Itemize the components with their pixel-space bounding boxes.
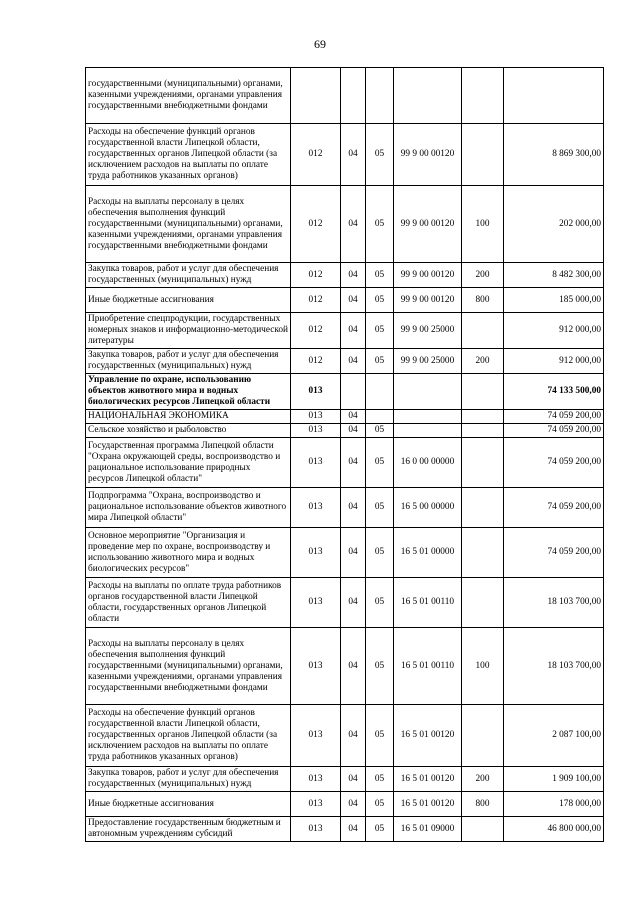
amount: 74 059 200,00 (504, 488, 604, 528)
subsection-code: 05 (366, 424, 394, 438)
subsection-code: 05 (366, 438, 394, 488)
expense-type-code: 800 (462, 288, 504, 313)
amount: 2 087 100,00 (504, 705, 604, 767)
section-code: 04 (341, 438, 366, 488)
expense-type-code: 100 (462, 628, 504, 705)
table-row (86, 186, 604, 263)
expense-type-code (462, 528, 504, 578)
table-row (86, 263, 604, 288)
ministry-code: 012 (291, 349, 341, 374)
target-article-code (394, 410, 462, 424)
expense-type-code (462, 438, 504, 488)
table-row (86, 410, 604, 424)
ministry-code: 013 (291, 438, 341, 488)
row-name: Закупка товаров, работ и услуг для обеспечения государственных (муниципальных) нужд (86, 767, 291, 792)
table-row (86, 68, 604, 124)
amount: 8 482 300,00 (504, 263, 604, 288)
target-article-code: 16 5 01 00110 (394, 578, 462, 628)
table-row (86, 288, 604, 313)
section-code: 04 (341, 817, 366, 842)
ministry-code: 012 (291, 124, 341, 186)
target-article-code: 99 9 00 00120 (394, 263, 462, 288)
expense-type-code: 200 (462, 349, 504, 374)
section-code (341, 374, 366, 410)
target-article-code: 16 5 01 09000 (394, 817, 462, 842)
ministry-code: 012 (291, 186, 341, 263)
target-article-code: 99 9 00 25000 (394, 349, 462, 374)
ministry-code: 013 (291, 792, 341, 817)
table-row (86, 124, 604, 186)
amount: 74 059 200,00 (504, 410, 604, 424)
amount: 912 000,00 (504, 313, 604, 349)
subsection-code (366, 68, 394, 124)
amount: 46 800 000,00 (504, 817, 604, 842)
section-code: 04 (341, 349, 366, 374)
expense-type-code: 800 (462, 792, 504, 817)
target-article-code: 16 0 00 00000 (394, 438, 462, 488)
amount: 18 103 700,00 (504, 578, 604, 628)
row-name: Расходы на обеспечение функций органов государственной власти Липецкой области, государственных органов Липецкой области (за исключением расходов на выплаты по оплате труда работников указанных органов) (86, 705, 291, 767)
amount: 912 000,00 (504, 349, 604, 374)
expense-type-code: 200 (462, 767, 504, 792)
section-code: 04 (341, 705, 366, 767)
expense-type-code (462, 410, 504, 424)
expense-type-code (462, 313, 504, 349)
section-code: 04 (341, 578, 366, 628)
amount: 185 000,00 (504, 288, 604, 313)
table-row (86, 438, 604, 488)
amount: 74 059 200,00 (504, 438, 604, 488)
row-name: Приобретение спецпродукции, государственных номерных знаков и информационно-методической литературы (86, 313, 291, 349)
amount: 8 869 300,00 (504, 124, 604, 186)
table-row (86, 313, 604, 349)
ministry-code: 013 (291, 767, 341, 792)
section-code: 04 (341, 410, 366, 424)
section-code: 04 (341, 313, 366, 349)
section-code: 04 (341, 628, 366, 705)
row-name: НАЦИОНАЛЬНАЯ ЭКОНОМИКА (86, 410, 291, 424)
section-code: 04 (341, 124, 366, 186)
subsection-code: 05 (366, 263, 394, 288)
row-name: Предоставление государственным бюджетным и автономным учреждениям субсидий (86, 817, 291, 842)
table-row (86, 424, 604, 438)
subsection-code: 05 (366, 817, 394, 842)
row-name: Расходы на обеспечение функций органов государственной власти Липецкой области, государственных органов Липецкой области (за исключением расходов на выплаты по оплате труда работников указанных органов) (86, 124, 291, 186)
row-name: Иные бюджетные ассигнования (86, 288, 291, 313)
expense-type-code (462, 124, 504, 186)
expense-type-code: 100 (462, 186, 504, 263)
table-row (86, 705, 604, 767)
section-code: 04 (341, 792, 366, 817)
ministry-code: 012 (291, 313, 341, 349)
row-name: Государственная программа Липецкой области "Охрана окружающей среды, воспроизводство и рациональное использование природных ресурсов Липецкой области" (86, 438, 291, 488)
section-code (341, 68, 366, 124)
section-code: 04 (341, 528, 366, 578)
row-name: Сельское хозяйство и рыболовство (86, 424, 291, 438)
row-name: Расходы на выплаты персоналу в целях обеспечения выполнения функций государственными (муниципальными) органами, казенными учреждениями, органами управления государственными внебюджетными фондами (86, 186, 291, 263)
ministry-code: 013 (291, 628, 341, 705)
amount: 18 103 700,00 (504, 628, 604, 705)
subsection-code (366, 410, 394, 424)
table-row (86, 628, 604, 705)
expense-type-code (462, 68, 504, 124)
section-code: 04 (341, 488, 366, 528)
expense-type-code (462, 817, 504, 842)
ministry-code: 013 (291, 488, 341, 528)
table-row (86, 817, 604, 842)
target-article-code: 16 5 00 00000 (394, 488, 462, 528)
subsection-code: 05 (366, 349, 394, 374)
subsection-code: 05 (366, 628, 394, 705)
ministry-code: 013 (291, 424, 341, 438)
subsection-code: 05 (366, 124, 394, 186)
budget-table-body (86, 68, 604, 842)
amount: 74 133 500,00 (504, 374, 604, 410)
table-row (86, 578, 604, 628)
subsection-code: 05 (366, 792, 394, 817)
target-article-code (394, 374, 462, 410)
amount: 74 059 200,00 (504, 424, 604, 438)
amount: 202 000,00 (504, 186, 604, 263)
row-name: Расходы на выплаты по оплате труда работников органов государственной власти Липецкой области, государственных органов Липецкой области (86, 578, 291, 628)
table-row (86, 488, 604, 528)
row-name: Расходы на выплаты персоналу в целях обеспечения выполнения функций государственными (муниципальными) органами, казенными учреждениями, органами управления государственными внебюджетными фондами (86, 628, 291, 705)
section-code: 04 (341, 186, 366, 263)
target-article-code: 99 9 00 00120 (394, 186, 462, 263)
table-row (86, 528, 604, 578)
ministry-code: 013 (291, 374, 341, 410)
expense-type-code: 200 (462, 263, 504, 288)
section-code: 04 (341, 424, 366, 438)
target-article-code: 99 9 00 00120 (394, 288, 462, 313)
ministry-code: 012 (291, 263, 341, 288)
section-code: 04 (341, 263, 366, 288)
ministry-code: 012 (291, 288, 341, 313)
section-code: 04 (341, 288, 366, 313)
target-article-code: 16 5 01 00110 (394, 628, 462, 705)
row-name: Подпрограмма "Охрана, воспроизводство и рациональное использование объектов животного мира Липецкой области" (86, 488, 291, 528)
table-row (86, 792, 604, 817)
ministry-code: 013 (291, 528, 341, 578)
table-row (86, 349, 604, 374)
expense-type-code (462, 374, 504, 410)
row-name: Закупка товаров, работ и услуг для обеспечения государственных (муниципальных) нужд (86, 349, 291, 374)
subsection-code: 05 (366, 705, 394, 767)
subsection-code: 05 (366, 767, 394, 792)
budget-table (85, 67, 604, 842)
ministry-code: 013 (291, 705, 341, 767)
expense-type-code (462, 488, 504, 528)
expense-type-code (462, 578, 504, 628)
subsection-code: 05 (366, 528, 394, 578)
expense-type-code (462, 424, 504, 438)
subsection-code: 05 (366, 313, 394, 349)
expense-type-code (462, 705, 504, 767)
subsection-code: 05 (366, 488, 394, 528)
target-article-code: 99 9 00 25000 (394, 313, 462, 349)
amount: 1 909 100,00 (504, 767, 604, 792)
page-number: 69 (314, 37, 326, 51)
table-row (86, 374, 604, 410)
target-article-code: 16 5 01 00000 (394, 528, 462, 578)
row-name: Основное мероприятие "Организация и проведение мер по охране, воспроизводству и использованию животного мира и водных биологических ресурсов" (86, 528, 291, 578)
ministry-code (291, 68, 341, 124)
table-row (86, 767, 604, 792)
target-article-code: 99 9 00 00120 (394, 124, 462, 186)
ministry-code: 013 (291, 410, 341, 424)
target-article-code: 16 5 01 00120 (394, 705, 462, 767)
ministry-code: 013 (291, 578, 341, 628)
row-name: Управление по охране, использованию объектов животного мира и водных биологических ресурсов Липецкой области (86, 374, 291, 410)
section-code: 04 (341, 767, 366, 792)
target-article-code (394, 68, 462, 124)
amount: 178 000,00 (504, 792, 604, 817)
row-name: государственными (муниципальными) органами, казенными учреждениями, органами управления государственными внебюджетными фондами (86, 68, 291, 124)
target-article-code (394, 424, 462, 438)
target-article-code: 16 5 01 00120 (394, 792, 462, 817)
subsection-code (366, 374, 394, 410)
subsection-code: 05 (366, 288, 394, 313)
target-article-code: 16 5 01 00120 (394, 767, 462, 792)
subsection-code: 05 (366, 186, 394, 263)
subsection-code: 05 (366, 578, 394, 628)
ministry-code: 013 (291, 817, 341, 842)
amount (504, 68, 604, 124)
amount: 74 059 200,00 (504, 528, 604, 578)
row-name: Иные бюджетные ассигнования (86, 792, 291, 817)
row-name: Закупка товаров, работ и услуг для обеспечения государственных (муниципальных) нужд (86, 263, 291, 288)
